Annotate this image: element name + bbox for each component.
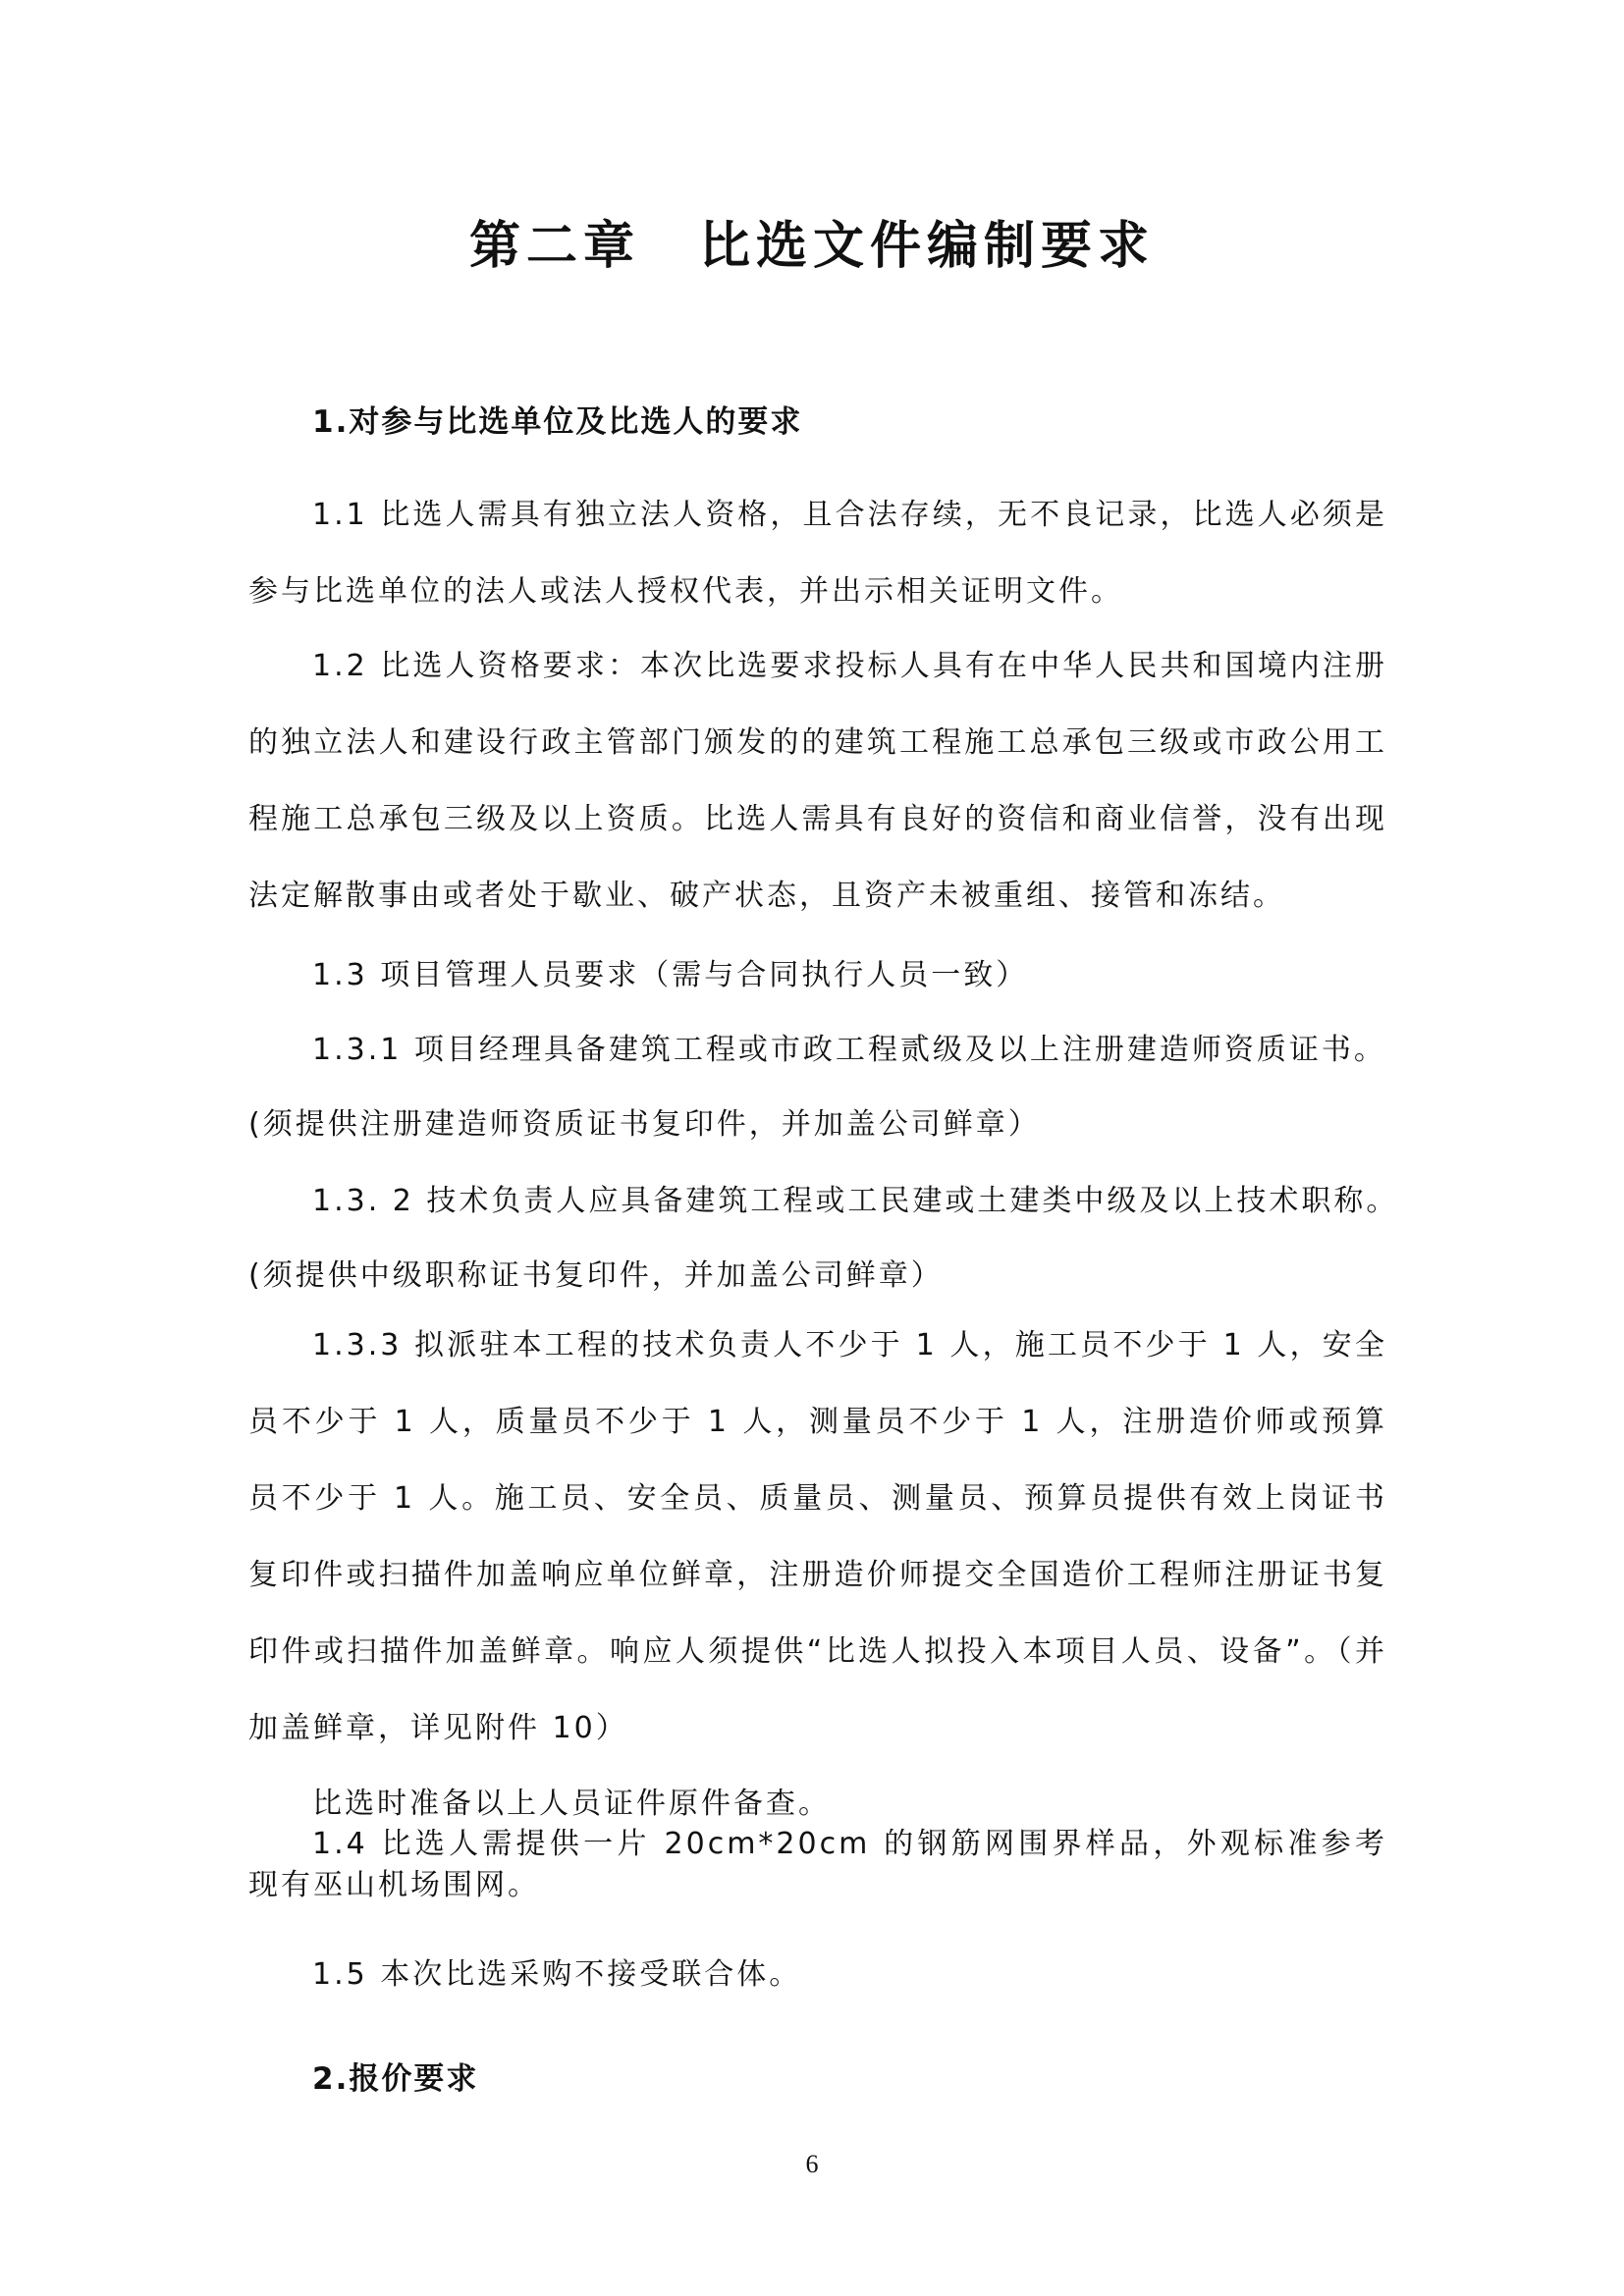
section-heading-2: 2.报价要求: [312, 2061, 479, 2097]
section-heading-1: 1.对参与比选单位及比选人的要求: [312, 404, 803, 440]
paragraph-1-3-2: 1.3. 2 技术负责人应具备建筑工程或工民建或土建类中级及以上技术职称。: [312, 1184, 1399, 1218]
paragraph-1-3-1: 1.3.1 项目经理具备建筑工程或市政工程贰级及以上注册建造师资质证书。: [312, 1033, 1386, 1067]
paragraph-1-5: 1.5 本次比选采购不接受联合体。: [312, 1957, 802, 1992]
page-number: 6: [805, 2150, 819, 2178]
paragraph-1-3-2-note: (须提供中级职称证书复印件，并加盖公司鲜章）: [248, 1258, 944, 1293]
chapter-number: 第二章: [468, 216, 640, 276]
paragraph-1-2: 1.2 比选人资格要求：本次比选要求投标人具有在中华人民共和国境内注册的独立法人和建设行政主管部门颁发的的建筑工程施工总承包三级或市政公用工程施工总承包三级及以上资质。比选人需具有良好的资信和商业信誉，没有出现法定解散事由或者处于歇业、破产状态，且资产未被重组、接管和冻结。: [248, 649, 1387, 913]
chapter-title: [0, 204, 1624, 278]
paragraph-1-1: 1.1 比选人需具有独立法人资格，且合法存续，无不良记录，比选人必须是参与比选单位的法人或法人授权代表，并出示相关证明文件。: [248, 498, 1387, 609]
paragraph-1-3: 1.3 项目管理人员要求（需与合同执行人员一致）: [312, 958, 1029, 992]
paragraph-1-4: 1.4 比选人需提供一片 20cm*20cm 的钢筋网围界样品，外观标准参考现有巫山机场围网。: [248, 1827, 1387, 1902]
paragraph-1-3-3: 1.3.3 拟派驻本工程的技术负责人不少于 1 人，施工员不少于 1 人，安全员不少于 1 人，质量员不少于 1 人，测量员不少于 1 人，注册造价师或预算员不少于 1 人。施工员、安全员、质量员、测量员、预算员提供有效上岗证书复印件或扫描件加盖响应单位鲜章，注册造价师提交全国造价工程师注册证书复印件或扫描件加盖鲜章。响应人须提供“比选人拟投入本项目人员、设备”。（并加盖鲜章，详见附件 10）: [248, 1328, 1387, 1745]
chapter-name: 比选文件编制要求: [699, 216, 1156, 276]
paragraph-check-originals: 比选时准备以上人员证件原件备查。: [312, 1787, 831, 1821]
paragraph-1-3-1-note: (须提供注册建造师资质证书复印件，并加盖公司鲜章）: [248, 1107, 1041, 1142]
